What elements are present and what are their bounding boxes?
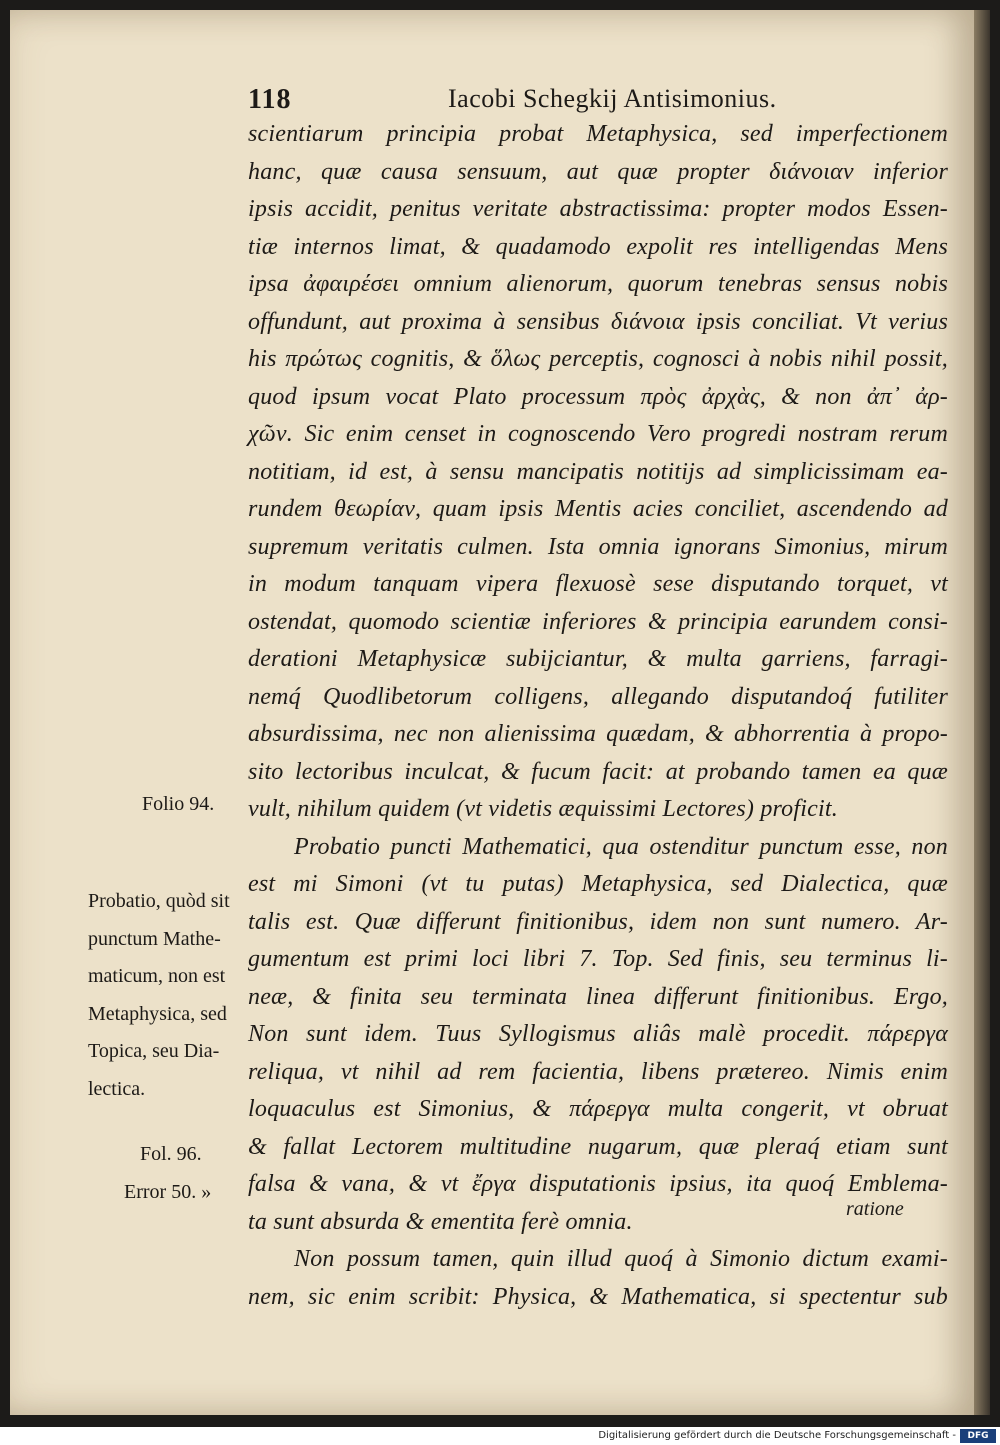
text-line: & fallat Lectorem multitudine nugarum, quæ pleraq́ etiam sunt <box>248 1133 948 1160</box>
text-line: neæ, & finita seu terminata linea differunt finitionibus. Ergo, <box>248 983 948 1010</box>
text-line: nemq́ Quodlibetorum colligens, allegando disputandoq́ futiliter <box>248 683 948 710</box>
text-line: gumentum est primi loci libri 7. Top. Sed finis, seu terminus li- <box>248 946 948 972</box>
footer-credit: Digitalisierung gefördert durch die Deutsche Forschungsgemeinschaft - <box>598 1430 956 1441</box>
dfg-logo-icon: DFG <box>960 1429 996 1443</box>
text-line: Probatio puncti Mathematici, qua ostenditur punctum esse, non <box>294 833 948 860</box>
margin-note-error50: Error 50. » <box>124 1181 212 1203</box>
text-line: reliqua, vt nihil ad rem facientia, libens prætereo. Nimis enim <box>248 1058 948 1085</box>
running-title: Iacobi Schegkij Antisimonius. <box>448 84 777 113</box>
page-header <box>248 84 948 120</box>
text-line: offundunt, aut proxima à sensibus διάνοια ipsis conciliat. Vt verius <box>248 308 948 335</box>
text-line: talis est. Quæ differunt finitionibus, idem non sunt numero. Ar- <box>248 908 948 935</box>
text-line: hanc, quæ causa sensuum, aut quæ propter διάνοιαν inferior <box>248 158 948 185</box>
margin-note-probatio <box>88 883 258 1108</box>
text-line: Non possum tamen, quin illud quoq́ à Simonio dictum exami- <box>294 1246 948 1272</box>
text-line: notitiam, id est, à sensu mancipatis notitijs ad simplicissimam ea- <box>248 458 948 485</box>
text-line: sito lectoribus inculcat, & fucum facit: at probando tamen ea quæ <box>248 758 948 785</box>
text-line: in modum tanquam vipera flexuosè sese disputando torquet, vt <box>248 571 948 597</box>
text-line: derationi Metaphysicæ subijciantur, & multa garriens, farragi- <box>248 646 948 672</box>
margin-note-line: Metaphysica, sed <box>88 1002 227 1025</box>
text-line: χῶν. Sic enim censet in cognoscendo Vero progredi nostram rerum <box>248 421 948 447</box>
page-edge <box>974 10 990 1415</box>
margin-note-line: maticum, non est <box>88 965 226 987</box>
text-line: quod ipsum vocat Plato processum πρὸς ἀρχὰς, & non ἀπ᾽ ἀρ- <box>248 383 948 410</box>
text-line: absurdissima, nec non alienissima quædam, & abhorrentia à propo- <box>248 721 948 747</box>
text-line: nem, sic enim scribit: Physica, & Mathematica, si spectentur sub <box>248 1283 948 1310</box>
text-line: falsa & vana, & vt ἔργα disputationis ipsius, ita quoq́ Emblema- <box>248 1171 948 1197</box>
margin-note-line: punctum Mathe- <box>88 927 221 950</box>
text-line: rundem θεωρίαν, quam ipsis Mentis acies conciliet, ascendendo ad <box>248 496 948 522</box>
catchword: ratione <box>846 1198 904 1220</box>
margin-note-fol96: Fol. 96. <box>140 1143 202 1165</box>
text-line: est mi Simoni (vt tu putas) Metaphysica, sed Dialectica, quæ <box>248 871 948 897</box>
text-line: supremum veritatis culmen. Ista omnia ignorans Simonius, mirum <box>248 533 948 560</box>
text-line: scientiarum principia probat Metaphysica, sed imperfectionem <box>248 121 948 147</box>
footer <box>0 1427 1000 1445</box>
margin-note-line: Probatio, quòd sit <box>88 890 230 912</box>
margin-note-line: Topica, seu Dia- <box>88 1040 220 1062</box>
text-line: Non sunt idem. Tuus Syllogismus aliâs malè procedit. πάρεργα <box>248 1021 948 1047</box>
page-number: 118 <box>248 84 292 115</box>
text-line: ta sunt absurda & ementita ferè omnia. <box>248 1208 633 1235</box>
text-line: his πρώτως cognitis, & ὅλως perceptis, cognosci à nobis nihil possit, <box>248 346 948 372</box>
text-line: ipsa ἀφαιρέσει omnium alienorum, quorum tenebras sensus nobis <box>248 271 948 297</box>
text-line: loquaculus est Simonius, & πάρεργα multa congerit, vt obruat <box>248 1096 948 1122</box>
body-text <box>248 116 948 1316</box>
margin-note-line: lectica. <box>88 1077 146 1100</box>
margin-note-folio94: Folio 94. <box>142 793 215 815</box>
text-line: ostendat, quomodo scientiæ inferiores & principia earundem consi- <box>248 608 948 635</box>
text-line: tiæ internos limat, & quadamodo expolit res intelligendas Mens <box>248 233 948 260</box>
text-line: vult, nihilum quidem (vt videtis æquissimi Lectores) proficit. <box>248 796 838 822</box>
text-line: ipsis accidit, penitus veritate abstractissima: propter modos Essen- <box>248 196 948 222</box>
